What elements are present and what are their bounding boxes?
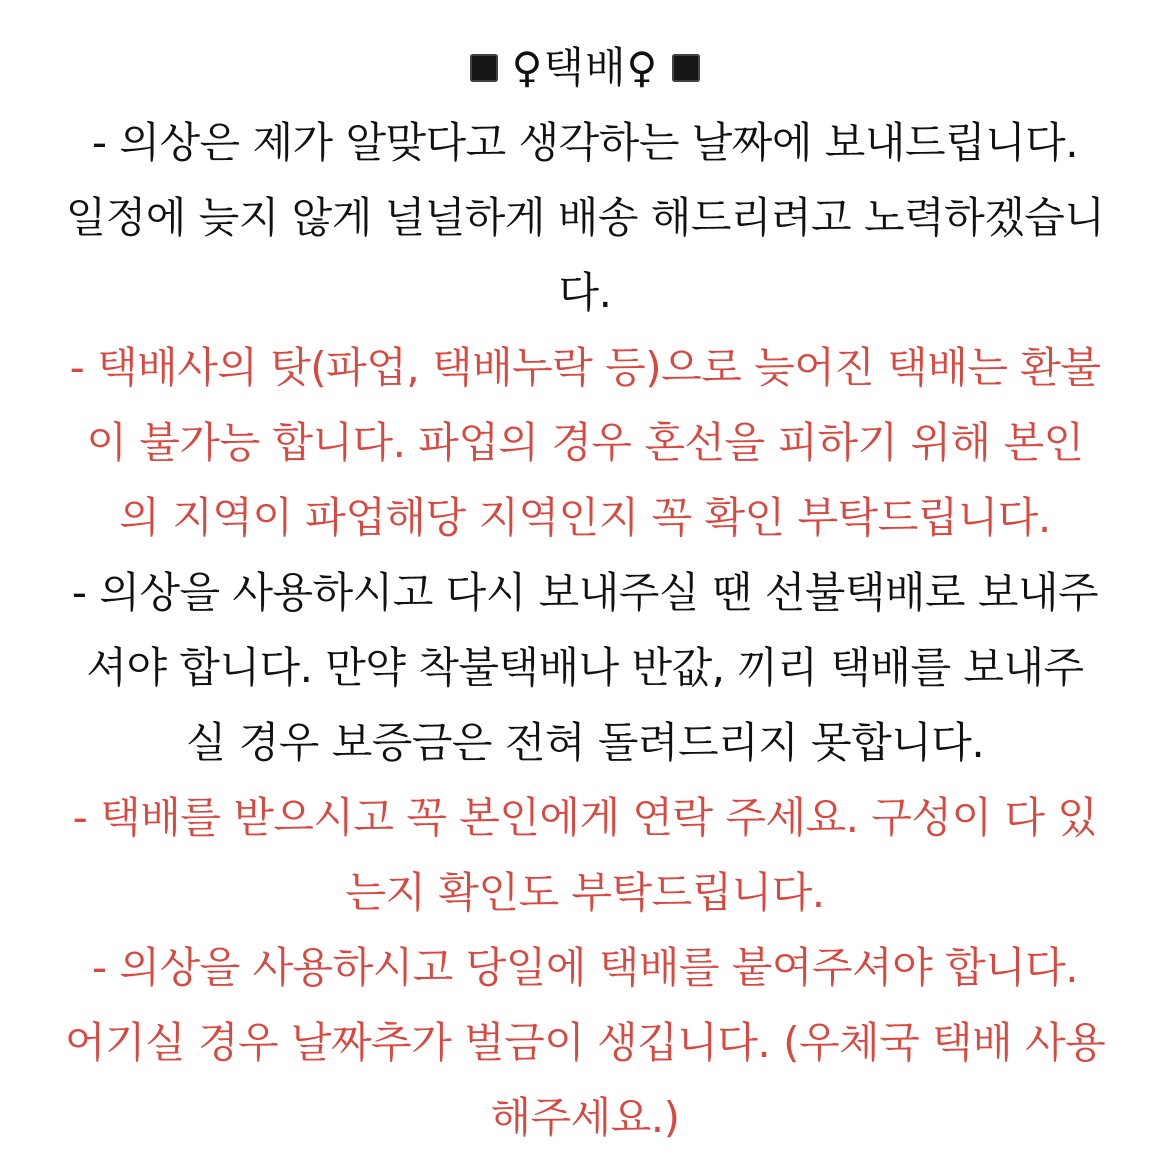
text-line: 일정에 늦지 않게 널널하게 배송 해드리려고 노력하겠습니 (65, 193, 1105, 242)
text-line: 이 불가능 합니다. 파업의 경우 혼선을 피하기 위해 본인 (86, 418, 1084, 467)
title-row (0, 30, 1170, 105)
text-line: - 의상을 사용하시고 당일에 택배를 붙여주셔야 합니다. (91, 943, 1079, 992)
text-line: - 택배사의 탓(파업, 택배누락 등)으로 늦어진 택배는 환불 (69, 343, 1101, 392)
black-square-icon (672, 54, 700, 82)
page-title: ♀택배♀ (511, 43, 659, 92)
text-line: 다. (558, 268, 612, 317)
text-line: - 의상을 사용하시고 다시 보내주실 땐 선불택배로 보내주 (71, 568, 1099, 617)
text-line: 실 경우 보증금은 전혀 돌려드리지 못합니다. (185, 718, 985, 767)
text-line: 는지 확인도 부탁드립니다. (345, 868, 825, 917)
text-line: 해주세요.) (490, 1093, 680, 1142)
black-square-icon (470, 54, 498, 82)
text-line: - 택배를 받으시고 꼭 본인에게 연락 주세요. 구성이 다 있 (72, 793, 1098, 842)
text-line: 셔야 합니다. 만약 착불택배나 반값, 끼리 택배를 보내주 (86, 643, 1084, 692)
text-line: 의 지역이 파업해당 지역인지 꼭 확인 부탁드립니다. (119, 493, 1051, 542)
text-line: - 의상은 제가 알맞다고 생각하는 날짜에 보내드립니다. (91, 118, 1079, 167)
text-line: 어기실 경우 날짜추가 벌금이 생깁니다. (우체국 택배 사용 (64, 1018, 1106, 1067)
